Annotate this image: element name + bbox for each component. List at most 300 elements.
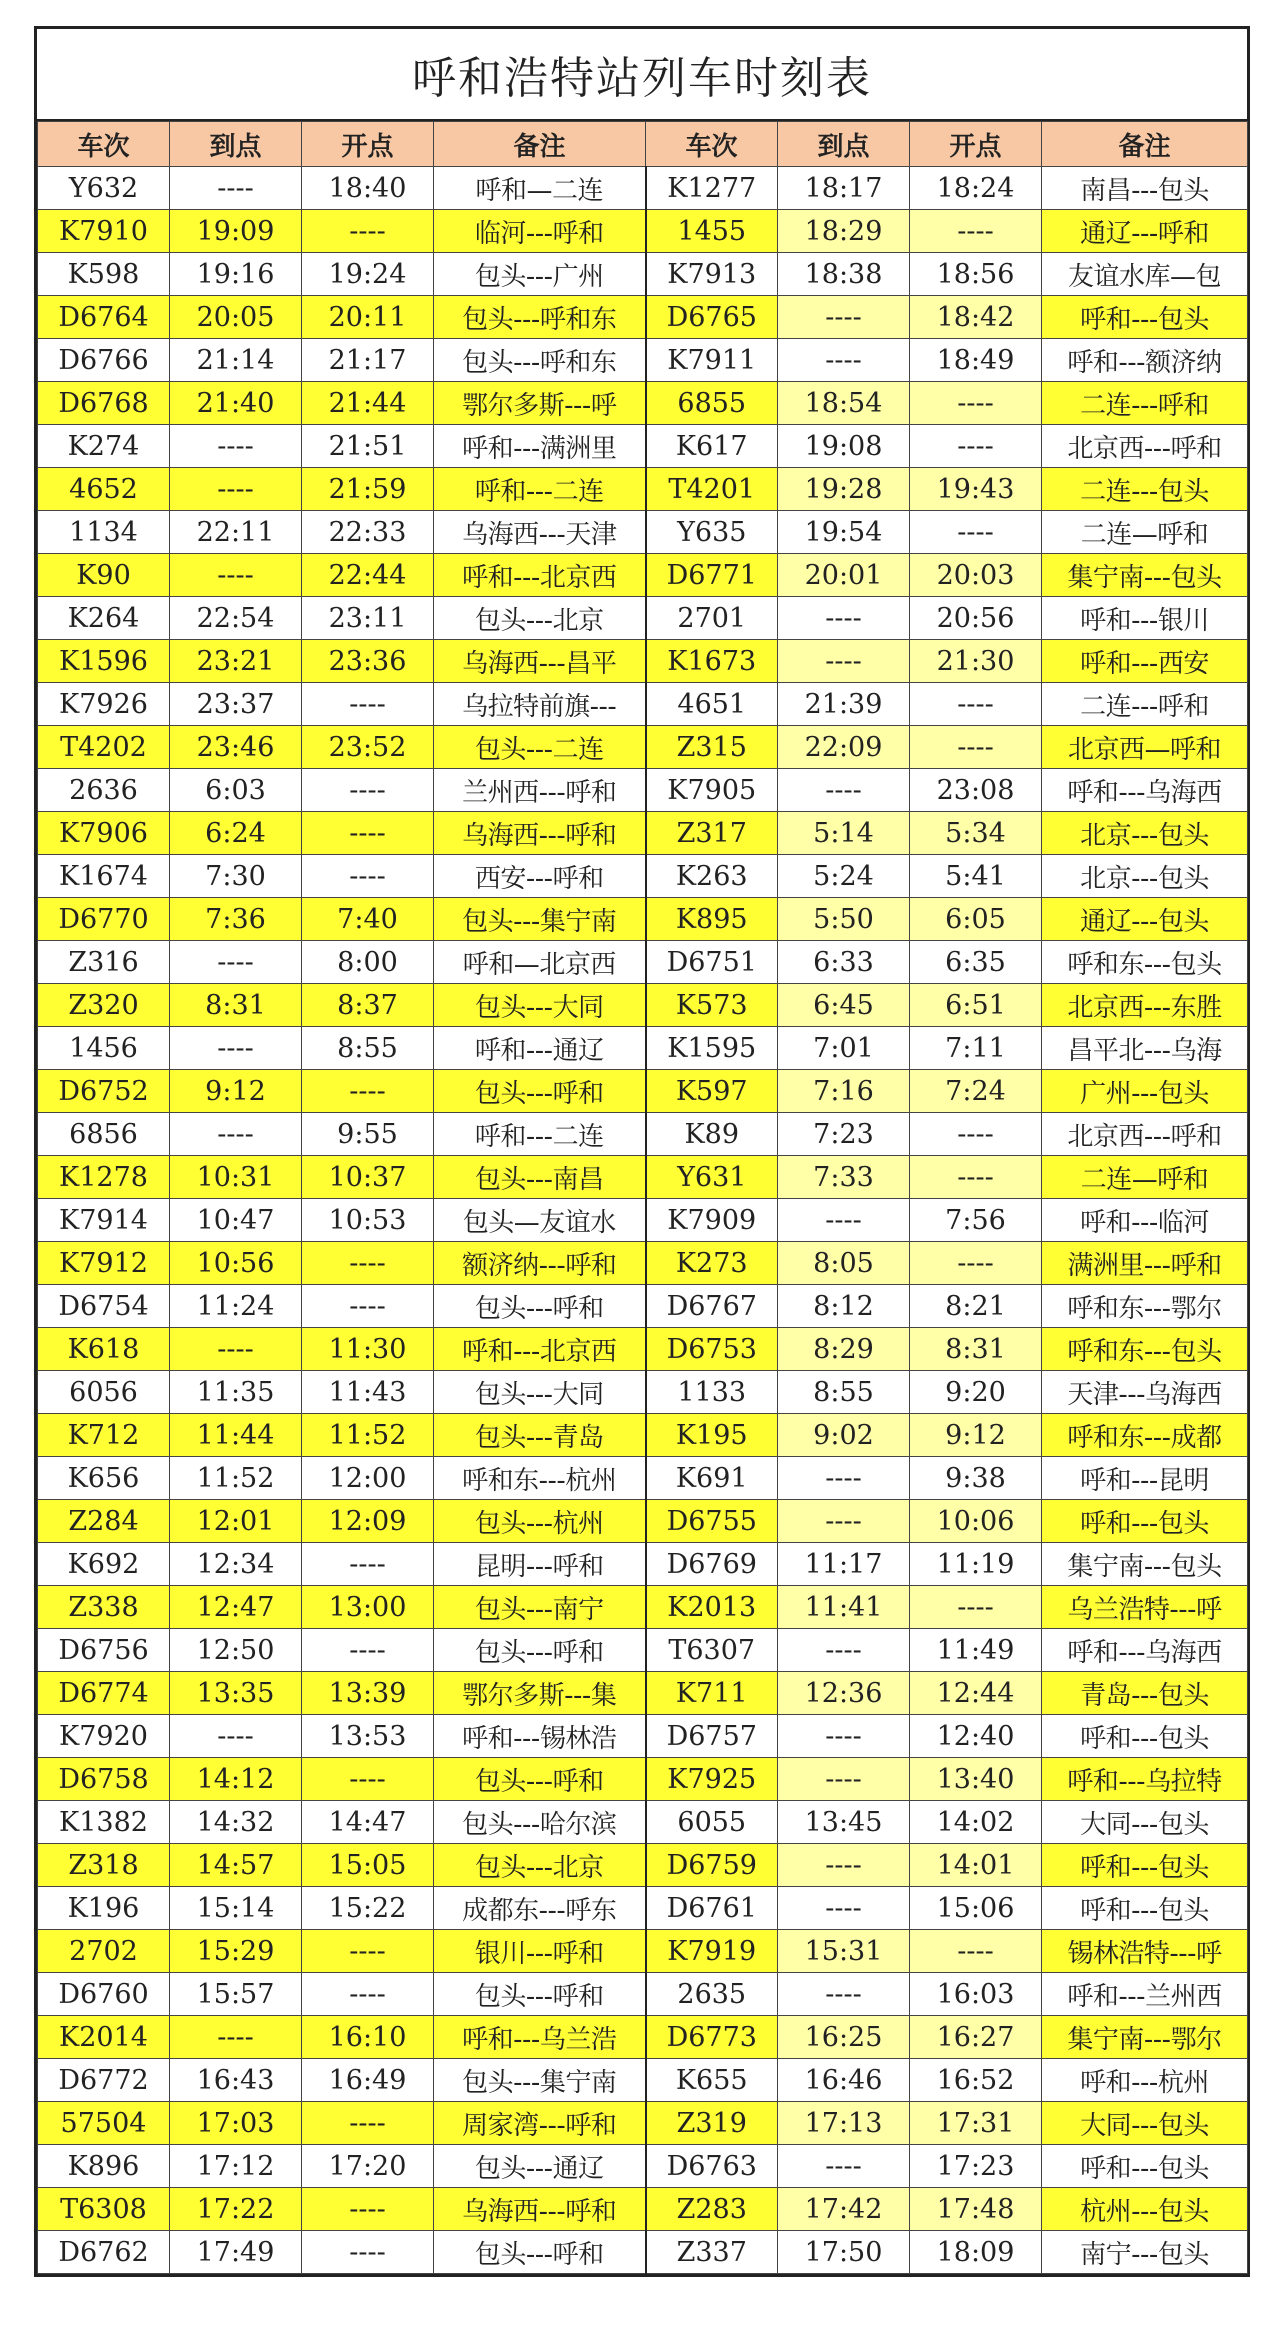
cell-remarks: 呼和---乌海西 (1042, 1629, 1248, 1672)
cell-departure: ---- (910, 511, 1042, 554)
cell-departure: ---- (302, 2231, 434, 2274)
cell-train-no: 1455 (646, 210, 778, 253)
cell-remarks: 乌海西---呼和 (434, 812, 646, 855)
cell-train-no: 1134 (38, 511, 170, 554)
cell-arrival: 19:28 (778, 468, 910, 511)
table-row (38, 1242, 1248, 1285)
cell-remarks: 二连—呼和 (1042, 511, 1248, 554)
cell-arrival: ---- (170, 2016, 302, 2059)
table-row (38, 1629, 1248, 1672)
cell-arrival: 17:49 (170, 2231, 302, 2274)
cell-remarks: 乌海西---天津 (434, 511, 646, 554)
cell-train-no: K1596 (38, 640, 170, 683)
cell-arrival: 22:11 (170, 511, 302, 554)
cell-train-no: 4651 (646, 683, 778, 726)
cell-remarks: 包头---南宁 (434, 1586, 646, 1629)
cell-arrival: 7:01 (778, 1027, 910, 1070)
cell-departure: 14:01 (910, 1844, 1042, 1887)
cell-arrival: ---- (170, 941, 302, 984)
cell-arrival: ---- (170, 167, 302, 210)
header-train-no: 车次 (38, 122, 170, 167)
cell-train-no: 6855 (646, 382, 778, 425)
cell-train-no: D6761 (646, 1887, 778, 1930)
table-row (38, 511, 1248, 554)
cell-departure: 14:02 (910, 1801, 1042, 1844)
title-row (37, 29, 1247, 121)
table-row (38, 1758, 1248, 1801)
cell-arrival: 12:34 (170, 1543, 302, 1586)
cell-departure: 13:40 (910, 1758, 1042, 1801)
cell-departure: ---- (302, 1242, 434, 1285)
cell-departure: ---- (910, 1156, 1042, 1199)
cell-train-no: K264 (38, 597, 170, 640)
table-row (38, 1672, 1248, 1715)
cell-remarks: 呼和---满洲里 (434, 425, 646, 468)
cell-remarks: 呼和---包头 (1042, 1715, 1248, 1758)
cell-remarks: 呼和东---包头 (1042, 1328, 1248, 1371)
cell-departure: 8:37 (302, 984, 434, 1027)
cell-train-no: T6307 (646, 1629, 778, 1672)
cell-arrival: 23:21 (170, 640, 302, 683)
cell-arrival: 19:09 (170, 210, 302, 253)
cell-arrival: 16:46 (778, 2059, 910, 2102)
cell-train-no: D6751 (646, 941, 778, 984)
cell-arrival: ---- (170, 1027, 302, 1070)
cell-departure: 9:55 (302, 1113, 434, 1156)
table-row (38, 2016, 1248, 2059)
table-row (38, 296, 1248, 339)
cell-train-no: K597 (646, 1070, 778, 1113)
cell-departure: 21:59 (302, 468, 434, 511)
cell-departure: 17:23 (910, 2145, 1042, 2188)
cell-departure: 19:43 (910, 468, 1042, 511)
cell-departure: 10:53 (302, 1199, 434, 1242)
cell-arrival: 10:56 (170, 1242, 302, 1285)
cell-train-no: K1382 (38, 1801, 170, 1844)
cell-departure: ---- (910, 425, 1042, 468)
cell-arrival: 6:24 (170, 812, 302, 855)
cell-remarks: 呼和东---包头 (1042, 941, 1248, 984)
cell-train-no: K656 (38, 1457, 170, 1500)
cell-departure: 18:42 (910, 296, 1042, 339)
cell-arrival: 17:50 (778, 2231, 910, 2274)
cell-remarks: 呼和---北京西 (434, 1328, 646, 1371)
header-remarks: 备注 (1042, 122, 1248, 167)
cell-remarks: 包头---呼和 (434, 2231, 646, 2274)
cell-departure: 21:44 (302, 382, 434, 425)
cell-departure: 7:56 (910, 1199, 1042, 1242)
cell-departure: ---- (910, 210, 1042, 253)
cell-remarks: 呼和---包头 (1042, 1887, 1248, 1930)
cell-train-no: K598 (38, 253, 170, 296)
cell-remarks: 临河---呼和 (434, 210, 646, 253)
cell-departure: 8:31 (910, 1328, 1042, 1371)
cell-remarks: 呼和东---成都 (1042, 1414, 1248, 1457)
cell-arrival: 22:09 (778, 726, 910, 769)
cell-remarks: 包头---呼和 (434, 1973, 646, 2016)
cell-arrival: ---- (170, 554, 302, 597)
cell-arrival: 7:23 (778, 1113, 910, 1156)
cell-departure: 11:52 (302, 1414, 434, 1457)
cell-departure: 11:30 (302, 1328, 434, 1371)
cell-departure: 16:27 (910, 2016, 1042, 2059)
cell-train-no: D6771 (646, 554, 778, 597)
cell-arrival: 11:24 (170, 1285, 302, 1328)
cell-departure: 22:44 (302, 554, 434, 597)
cell-train-no: 4652 (38, 468, 170, 511)
cell-train-no: D6755 (646, 1500, 778, 1543)
cell-arrival: 19:54 (778, 511, 910, 554)
cell-train-no: Z316 (38, 941, 170, 984)
cell-remarks: 北京西---东胜 (1042, 984, 1248, 1027)
cell-train-no: Z283 (646, 2188, 778, 2231)
cell-train-no: K263 (646, 855, 778, 898)
cell-arrival: ---- (778, 1199, 910, 1242)
cell-departure: ---- (910, 1586, 1042, 1629)
cell-train-no: D6764 (38, 296, 170, 339)
cell-departure: 8:00 (302, 941, 434, 984)
cell-remarks: 包头---南昌 (434, 1156, 646, 1199)
cell-remarks: 包头---呼和 (434, 1629, 646, 1672)
cell-departure: ---- (910, 1113, 1042, 1156)
cell-departure: 21:17 (302, 339, 434, 382)
cell-arrival: 20:01 (778, 554, 910, 597)
table-row (38, 2231, 1248, 2274)
cell-departure: 15:05 (302, 1844, 434, 1887)
cell-departure: 12:40 (910, 1715, 1042, 1758)
cell-train-no: K617 (646, 425, 778, 468)
table-row (38, 554, 1248, 597)
cell-arrival: 9:02 (778, 1414, 910, 1457)
cell-train-no: K7912 (38, 1242, 170, 1285)
table-row (38, 167, 1248, 210)
cell-arrival: 18:38 (778, 253, 910, 296)
cell-remarks: 呼和---杭州 (1042, 2059, 1248, 2102)
cell-remarks: 呼和—二连 (434, 167, 646, 210)
cell-train-no: K90 (38, 554, 170, 597)
table-row (38, 1500, 1248, 1543)
cell-arrival: 16:43 (170, 2059, 302, 2102)
cell-train-no: K7905 (646, 769, 778, 812)
header-departure: 开点 (302, 122, 434, 167)
cell-departure: 18:49 (910, 339, 1042, 382)
table-row (38, 1113, 1248, 1156)
cell-remarks: 昌平北---乌海 (1042, 1027, 1248, 1070)
cell-arrival: 20:05 (170, 296, 302, 339)
cell-train-no: D6756 (38, 1629, 170, 1672)
cell-departure: 9:38 (910, 1457, 1042, 1500)
cell-arrival: 12:36 (778, 1672, 910, 1715)
cell-arrival: ---- (778, 597, 910, 640)
cell-departure: ---- (302, 1629, 434, 1672)
cell-remarks: 呼和---包头 (1042, 1844, 1248, 1887)
cell-departure: 16:10 (302, 2016, 434, 2059)
cell-departure: ---- (910, 382, 1042, 425)
cell-departure: 20:03 (910, 554, 1042, 597)
cell-arrival: 22:54 (170, 597, 302, 640)
cell-train-no: K7919 (646, 1930, 778, 1973)
cell-arrival: 17:22 (170, 2188, 302, 2231)
cell-remarks: 二连---包头 (1042, 468, 1248, 511)
cell-remarks: 银川---呼和 (434, 1930, 646, 1973)
cell-train-no: T4202 (38, 726, 170, 769)
cell-remarks: 北京---包头 (1042, 812, 1248, 855)
cell-departure: ---- (302, 1070, 434, 1113)
cell-arrival: 19:08 (778, 425, 910, 468)
cell-departure: 17:31 (910, 2102, 1042, 2145)
table-row (38, 769, 1248, 812)
cell-arrival: 5:24 (778, 855, 910, 898)
cell-departure: 23:52 (302, 726, 434, 769)
cell-departure: ---- (302, 2188, 434, 2231)
cell-arrival: 8:05 (778, 1242, 910, 1285)
cell-departure: 9:12 (910, 1414, 1042, 1457)
header-arrival: 到点 (170, 122, 302, 167)
cell-departure: 12:00 (302, 1457, 434, 1500)
cell-train-no: Z337 (646, 2231, 778, 2274)
cell-departure: 10:37 (302, 1156, 434, 1199)
cell-arrival: ---- (170, 1715, 302, 1758)
cell-remarks: 呼和---包头 (1042, 296, 1248, 339)
cell-remarks: 呼和---临河 (1042, 1199, 1248, 1242)
cell-train-no: Y635 (646, 511, 778, 554)
cell-remarks: 乌海西---呼和 (434, 2188, 646, 2231)
cell-remarks: 呼和---乌拉特 (1042, 1758, 1248, 1801)
cell-remarks: 杭州---包头 (1042, 2188, 1248, 2231)
cell-train-no: 2701 (646, 597, 778, 640)
cell-arrival: 11:17 (778, 1543, 910, 1586)
cell-arrival: 17:12 (170, 2145, 302, 2188)
cell-arrival: 14:57 (170, 1844, 302, 1887)
cell-arrival: 23:37 (170, 683, 302, 726)
cell-train-no: K1674 (38, 855, 170, 898)
cell-remarks: 兰州西---呼和 (434, 769, 646, 812)
cell-remarks: 包头—友谊水 (434, 1199, 646, 1242)
timetable (34, 26, 1250, 2277)
cell-departure: ---- (302, 769, 434, 812)
cell-departure: 5:41 (910, 855, 1042, 898)
cell-arrival: 7:16 (778, 1070, 910, 1113)
cell-train-no: 57504 (38, 2102, 170, 2145)
header-arrival: 到点 (778, 122, 910, 167)
table-row (38, 898, 1248, 941)
cell-arrival: ---- (778, 2145, 910, 2188)
cell-departure: 18:40 (302, 167, 434, 210)
cell-train-no: Z318 (38, 1844, 170, 1887)
cell-arrival: 18:17 (778, 167, 910, 210)
header-remarks: 备注 (434, 122, 646, 167)
cell-remarks: 呼和---西安 (1042, 640, 1248, 683)
table-row (38, 2188, 1248, 2231)
cell-departure: ---- (302, 210, 434, 253)
cell-train-no: D6772 (38, 2059, 170, 2102)
cell-arrival: 13:45 (778, 1801, 910, 1844)
cell-remarks: 包头---哈尔滨 (434, 1801, 646, 1844)
cell-train-no: D6773 (646, 2016, 778, 2059)
cell-remarks: 呼和---通辽 (434, 1027, 646, 1070)
cell-arrival: ---- (778, 1973, 910, 2016)
cell-remarks: 呼和---北京西 (434, 554, 646, 597)
table-row (38, 2059, 1248, 2102)
cell-train-no: D6774 (38, 1672, 170, 1715)
cell-remarks: 北京西---呼和 (1042, 425, 1248, 468)
cell-train-no: K195 (646, 1414, 778, 1457)
cell-train-no: K711 (646, 1672, 778, 1715)
cell-departure: 21:51 (302, 425, 434, 468)
cell-departure: 9:20 (910, 1371, 1042, 1414)
cell-train-no: K896 (38, 2145, 170, 2188)
cell-remarks: 包头---二连 (434, 726, 646, 769)
cell-arrival: 11:52 (170, 1457, 302, 1500)
cell-train-no: K1673 (646, 640, 778, 683)
cell-remarks: 友谊水库—包 (1042, 253, 1248, 296)
cell-train-no: D6769 (646, 1543, 778, 1586)
cell-remarks: 南宁---包头 (1042, 2231, 1248, 2274)
cell-departure: 6:05 (910, 898, 1042, 941)
cell-departure: ---- (910, 1242, 1042, 1285)
table-row (38, 1973, 1248, 2016)
table-row (38, 726, 1248, 769)
cell-arrival: 12:01 (170, 1500, 302, 1543)
cell-departure: 13:39 (302, 1672, 434, 1715)
cell-arrival: 15:29 (170, 1930, 302, 1973)
cell-remarks: 大同---包头 (1042, 2102, 1248, 2145)
cell-remarks: 呼和---昆明 (1042, 1457, 1248, 1500)
cell-remarks: 广州---包头 (1042, 1070, 1248, 1113)
cell-departure: 8:55 (302, 1027, 434, 1070)
cell-train-no: T6308 (38, 2188, 170, 2231)
cell-train-no: K274 (38, 425, 170, 468)
table-row (38, 1801, 1248, 1844)
cell-remarks: 成都东---呼东 (434, 1887, 646, 1930)
cell-train-no: K691 (646, 1457, 778, 1500)
cell-arrival: ---- (778, 1715, 910, 1758)
cell-departure: 11:19 (910, 1543, 1042, 1586)
cell-arrival: 12:50 (170, 1629, 302, 1672)
cell-departure: 6:35 (910, 941, 1042, 984)
cell-remarks: 西安---呼和 (434, 855, 646, 898)
cell-arrival: 10:31 (170, 1156, 302, 1199)
table-row (38, 640, 1248, 683)
cell-remarks: 南昌---包头 (1042, 167, 1248, 210)
cell-remarks: 天津---乌海西 (1042, 1371, 1248, 1414)
cell-remarks: 满洲里---呼和 (1042, 1242, 1248, 1285)
cell-arrival: 11:44 (170, 1414, 302, 1457)
cell-train-no: T4201 (646, 468, 778, 511)
cell-remarks: 包头---北京 (434, 1844, 646, 1887)
cell-arrival: ---- (778, 1629, 910, 1672)
table-row (38, 1371, 1248, 1414)
cell-train-no: Z317 (646, 812, 778, 855)
table-row (38, 984, 1248, 1027)
cell-train-no: D6766 (38, 339, 170, 382)
cell-train-no: Z320 (38, 984, 170, 1027)
cell-remarks: 大同---包头 (1042, 1801, 1248, 1844)
table-row (38, 1156, 1248, 1199)
cell-departure: ---- (302, 1758, 434, 1801)
table-row (38, 1457, 1248, 1500)
cell-remarks: 包头---通辽 (434, 2145, 646, 2188)
cell-train-no: K7925 (646, 1758, 778, 1801)
cell-train-no: K655 (646, 2059, 778, 2102)
cell-train-no: K7909 (646, 1199, 778, 1242)
table-row (38, 855, 1248, 898)
cell-train-no: D6758 (38, 1758, 170, 1801)
cell-arrival: 12:47 (170, 1586, 302, 1629)
cell-departure: 20:11 (302, 296, 434, 339)
cell-train-no: D6768 (38, 382, 170, 425)
cell-remarks: 包头---大同 (434, 984, 646, 1027)
cell-train-no: D6770 (38, 898, 170, 941)
header-train-no: 车次 (646, 122, 778, 167)
cell-arrival: ---- (778, 1457, 910, 1500)
table-row (38, 468, 1248, 511)
table-row (38, 597, 1248, 640)
cell-train-no: K196 (38, 1887, 170, 1930)
cell-train-no: K895 (646, 898, 778, 941)
cell-departure: 15:22 (302, 1887, 434, 1930)
page-title: 呼和浩特站列车时刻表 (412, 53, 872, 104)
cell-train-no: D6767 (646, 1285, 778, 1328)
table-row (38, 1887, 1248, 1930)
cell-train-no: K7906 (38, 812, 170, 855)
cell-departure: 23:36 (302, 640, 434, 683)
table-row (38, 425, 1248, 468)
schedule-table (37, 121, 1248, 2274)
cell-remarks: 北京西—呼和 (1042, 726, 1248, 769)
cell-departure: 7:40 (302, 898, 434, 941)
cell-remarks: 呼和---额济纳 (1042, 339, 1248, 382)
cell-arrival: ---- (778, 1500, 910, 1543)
cell-arrival: 14:32 (170, 1801, 302, 1844)
cell-remarks: 包头---北京 (434, 597, 646, 640)
cell-train-no: K7911 (646, 339, 778, 382)
cell-departure: 20:56 (910, 597, 1042, 640)
cell-remarks: 乌兰浩特---呼 (1042, 1586, 1248, 1629)
cell-departure: 5:34 (910, 812, 1042, 855)
cell-remarks: 包头---集宁南 (434, 898, 646, 941)
cell-remarks: 呼和---兰州西 (1042, 1973, 1248, 2016)
table-row (38, 683, 1248, 726)
cell-departure: 17:20 (302, 2145, 434, 2188)
cell-train-no: K89 (646, 1113, 778, 1156)
cell-departure: ---- (302, 855, 434, 898)
cell-train-no: D6754 (38, 1285, 170, 1328)
cell-remarks: 呼和---二连 (434, 468, 646, 511)
cell-remarks: 二连—呼和 (1042, 1156, 1248, 1199)
cell-remarks: 乌海西---昌平 (434, 640, 646, 683)
cell-train-no: K618 (38, 1328, 170, 1371)
table-row (38, 253, 1248, 296)
table-row (38, 1199, 1248, 1242)
cell-train-no: K2014 (38, 2016, 170, 2059)
cell-remarks: 通辽---呼和 (1042, 210, 1248, 253)
cell-remarks: 鄂尔多斯---呼 (434, 382, 646, 425)
cell-remarks: 包头---呼和 (434, 1758, 646, 1801)
cell-departure: ---- (302, 1543, 434, 1586)
cell-remarks: 包头---集宁南 (434, 2059, 646, 2102)
cell-remarks: 乌拉特前旗--- (434, 683, 646, 726)
cell-arrival: 6:45 (778, 984, 910, 1027)
table-row (38, 2145, 1248, 2188)
cell-train-no: 2635 (646, 1973, 778, 2016)
table-row (38, 1543, 1248, 1586)
cell-departure: 13:00 (302, 1586, 434, 1629)
cell-remarks: 包头---广州 (434, 253, 646, 296)
cell-departure: ---- (302, 1285, 434, 1328)
cell-train-no: K1278 (38, 1156, 170, 1199)
cell-arrival: 11:41 (778, 1586, 910, 1629)
